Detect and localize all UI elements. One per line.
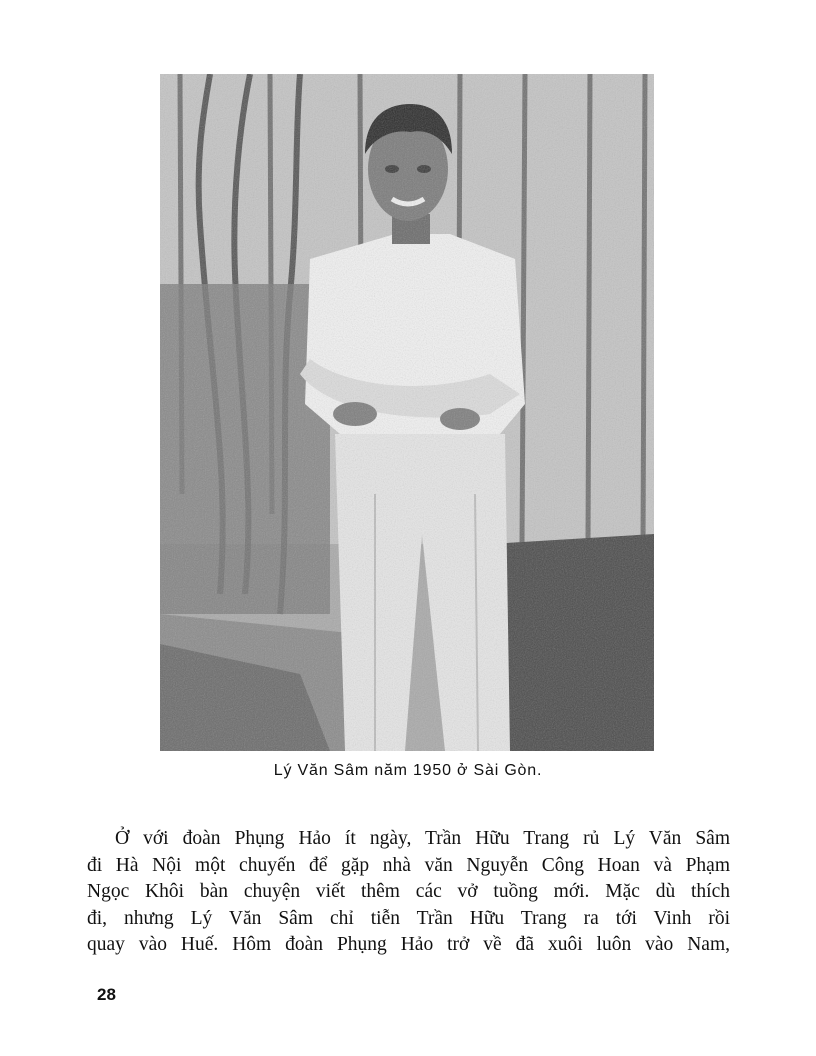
- body-line: quay vào Huế. Hôm đoàn Phụng Hảo trở về đã xuôi luôn vào Nam,: [87, 934, 730, 955]
- body-line: đi, nhưng Lý Văn Sâm chỉ tiễn Trần Hữu Trang ra tới Vinh rồi: [87, 907, 730, 929]
- portrait-photo: [160, 74, 654, 751]
- page-number: 28: [97, 985, 116, 1004]
- body-line: đi Hà Nội một chuyến để gặp nhà văn Nguyễn Công Hoan và Phạm: [87, 854, 730, 876]
- body-line: Ở với đoàn Phụng Hảo ít ngày, Trần Hữu Trang rủ Lý Văn Sâm: [115, 828, 730, 849]
- body-line: Ngọc Khôi bàn chuyện viết thêm các vở tuồng mới. Mặc dù thích: [87, 881, 730, 902]
- photo-caption: Lý Văn Sâm năm 1950 ở Sài Gòn.: [273, 762, 543, 779]
- body-paragraph: [87, 826, 730, 959]
- portrait-photo-drawing: [160, 74, 654, 751]
